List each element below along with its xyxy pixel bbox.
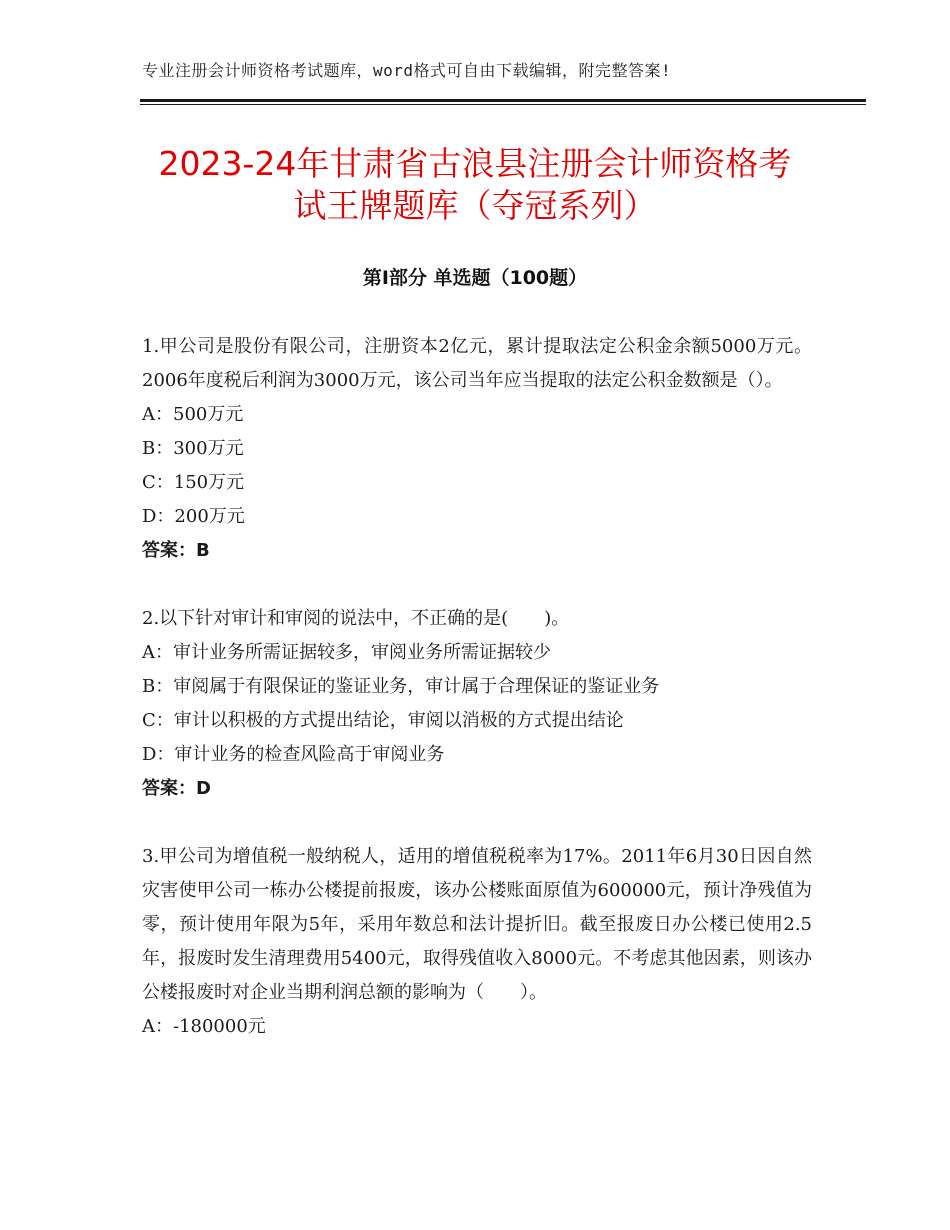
- header-note: 专业注册会计师资格考试题库，word格式可自由下载编辑，附完整答案!: [142, 61, 672, 80]
- option-d: D：200万元: [142, 506, 245, 527]
- option-a: A：-180000元: [142, 1016, 266, 1037]
- option-c: C：审计以积极的方式提出结论，审阅以消极的方式提出结论: [142, 710, 624, 731]
- header-rule-thin: [140, 104, 866, 105]
- spacer: [142, 568, 812, 602]
- option-a: A：审计业务所需证据较多，审阅业务所需证据较少: [142, 642, 551, 663]
- answer: 答案：B: [142, 540, 210, 561]
- option-b: B：审阅属于有限保证的鉴证业务，审计属于合理保证的鉴证业务: [142, 676, 660, 697]
- answer: 答案：D: [142, 778, 211, 799]
- section-heading: 第I部分 单选题（100题）: [362, 267, 588, 289]
- option-d: D：审计业务的检查风险高于审阅业务: [142, 744, 445, 765]
- question-stem: 2.以下针对审计和审阅的说法中，不正确的是( )。: [142, 608, 570, 629]
- title-line-1: 2023-24年甘肃省古浪县注册会计师资格考: [158, 144, 792, 183]
- option-c: C：150万元: [142, 472, 245, 493]
- question-stem: 3.甲公司为增值税一般纳税人，适用的增值税税率为17%。2011年6月30日因自然灾害使甲公司一栋办公楼提前报废，该办公楼账面原值为600000元，预计净残值为零，预计使用年限为5年，采用年数总和法计提折旧。截至报废日办公楼已使用2.5年，报废时发生清理费用5400元，取得残值收入8000元。不考虑其他因素，则该办公楼报废时对企业当期利润总额的影响为（ ）。: [142, 846, 812, 1003]
- option-a: A：500万元: [142, 404, 244, 425]
- title-line-2: 试王牌题库（夺冠系列）: [293, 186, 657, 225]
- question-item: [142, 840, 812, 1044]
- option-b: B：300万元: [142, 438, 244, 459]
- header-rule-thick: [140, 99, 866, 102]
- question-stem: 1.甲公司是股份有限公司，注册资本2亿元，累计提取法定公积金余额5000万元。2006年度税后利润为3000万元，该公司当年应当提取的法定公积金数额是（）。: [142, 336, 812, 391]
- question-item: [142, 330, 812, 568]
- spacer: [142, 806, 812, 840]
- question-item: [142, 602, 812, 806]
- question-list: [142, 330, 812, 1044]
- document-title: [120, 143, 830, 227]
